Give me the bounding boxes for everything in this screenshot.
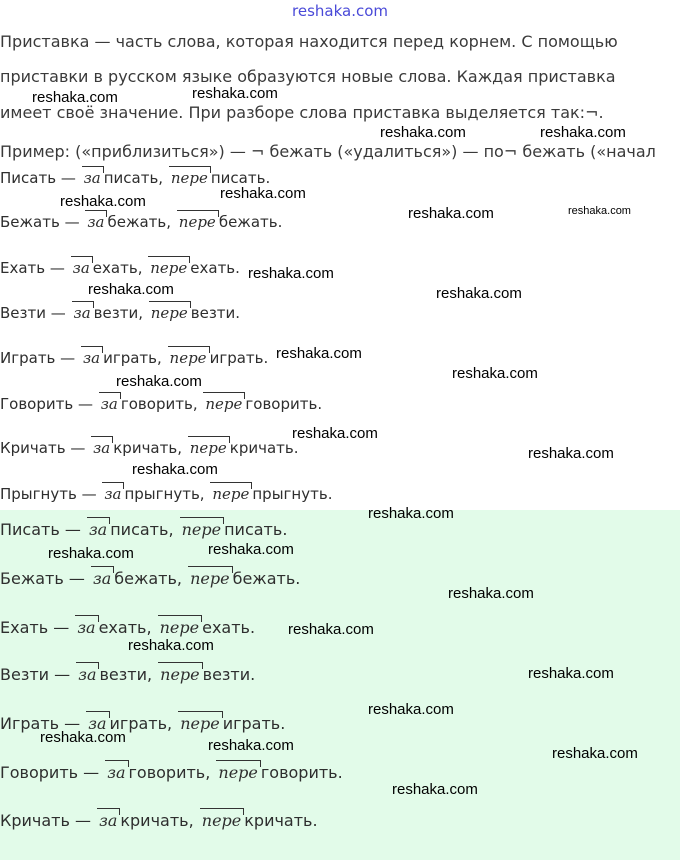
- watermark: reshaka.com: [392, 781, 478, 798]
- intro-line-3: имеет своё значение. При разборе слова приставка выделяется так:¬.: [0, 103, 604, 122]
- watermark: reshaka.com: [32, 89, 118, 106]
- intro-line-1: Приставка — часть слова, которая находится перед корнем. С помощью: [0, 32, 618, 51]
- watermark: reshaka.com: [88, 281, 174, 298]
- watermark: reshaka.com: [208, 541, 294, 558]
- intro-line-4-clipped: [0, 140, 680, 162]
- block2-row: Кричать — за кричать, пере кричать.: [0, 811, 318, 830]
- block2-row: Писать — за писать, пере писать.: [0, 520, 288, 539]
- watermark: reshaka.com: [368, 701, 454, 718]
- block2-row: Играть — за играть, пере играть.: [0, 714, 286, 733]
- watermark: reshaka.com: [568, 205, 631, 217]
- block1-row: Кричать — за кричать, пере кричать.: [0, 439, 299, 457]
- block1-row: Бежать — за бежать, пере бежать.: [0, 213, 283, 231]
- watermark: reshaka.com: [116, 373, 202, 390]
- intro-line-4: Пример: («приблизиться») — ¬ бежать («удалиться») — по¬ бежать («начал: [0, 142, 656, 161]
- watermark: reshaka.com: [40, 729, 126, 746]
- watermark: reshaka.com: [132, 461, 218, 478]
- watermark: reshaka.com: [436, 285, 522, 302]
- block2-row: Ехать — за ехать, пере ехать.: [0, 618, 256, 637]
- watermark: reshaka.com: [288, 621, 374, 638]
- block1-row: Везти — за везти, пере везти.: [0, 304, 241, 322]
- watermark: reshaka.com: [60, 193, 146, 210]
- watermark: reshaka.com: [48, 545, 134, 562]
- watermark: reshaka.com: [368, 505, 454, 522]
- site-header[interactable]: reshaka.com: [292, 2, 388, 20]
- watermark: reshaka.com: [452, 365, 538, 382]
- block2-row: Говорить — за говорить, пере говорить.: [0, 763, 343, 782]
- watermark: reshaka.com: [208, 737, 294, 754]
- watermark: reshaka.com: [528, 665, 614, 682]
- watermark: reshaka.com: [192, 85, 278, 102]
- watermark: reshaka.com: [380, 124, 466, 141]
- watermark: reshaka.com: [276, 345, 362, 362]
- watermark: reshaka.com: [528, 445, 614, 462]
- block1-row: Писать — за писать, пере писать.: [0, 169, 271, 187]
- watermark: reshaka.com: [448, 585, 534, 602]
- watermark: reshaka.com: [552, 745, 638, 762]
- watermark: reshaka.com: [540, 124, 626, 141]
- block2-row: Бежать — за бежать, пере бежать.: [0, 569, 301, 588]
- watermark: reshaka.com: [292, 425, 378, 442]
- block1-row: Говорить — за говорить, пере говорить.: [0, 395, 323, 413]
- intro-line-2: приставки в русском языке образуются новые слова. Каждая приставка: [0, 67, 616, 86]
- block1-row: Ехать — за ехать, пере ехать.: [0, 259, 240, 277]
- block1-row: Играть — за играть, пере играть.: [0, 349, 269, 367]
- watermark: reshaka.com: [220, 185, 306, 202]
- block2-row: Везти — за везти, пере везти.: [0, 665, 256, 684]
- watermark: reshaka.com: [408, 205, 494, 222]
- watermark: reshaka.com: [128, 637, 214, 654]
- watermark: reshaka.com: [248, 265, 334, 282]
- block1-row: Прыгнуть — за прыгнуть, пере прыгнуть.: [0, 485, 333, 503]
